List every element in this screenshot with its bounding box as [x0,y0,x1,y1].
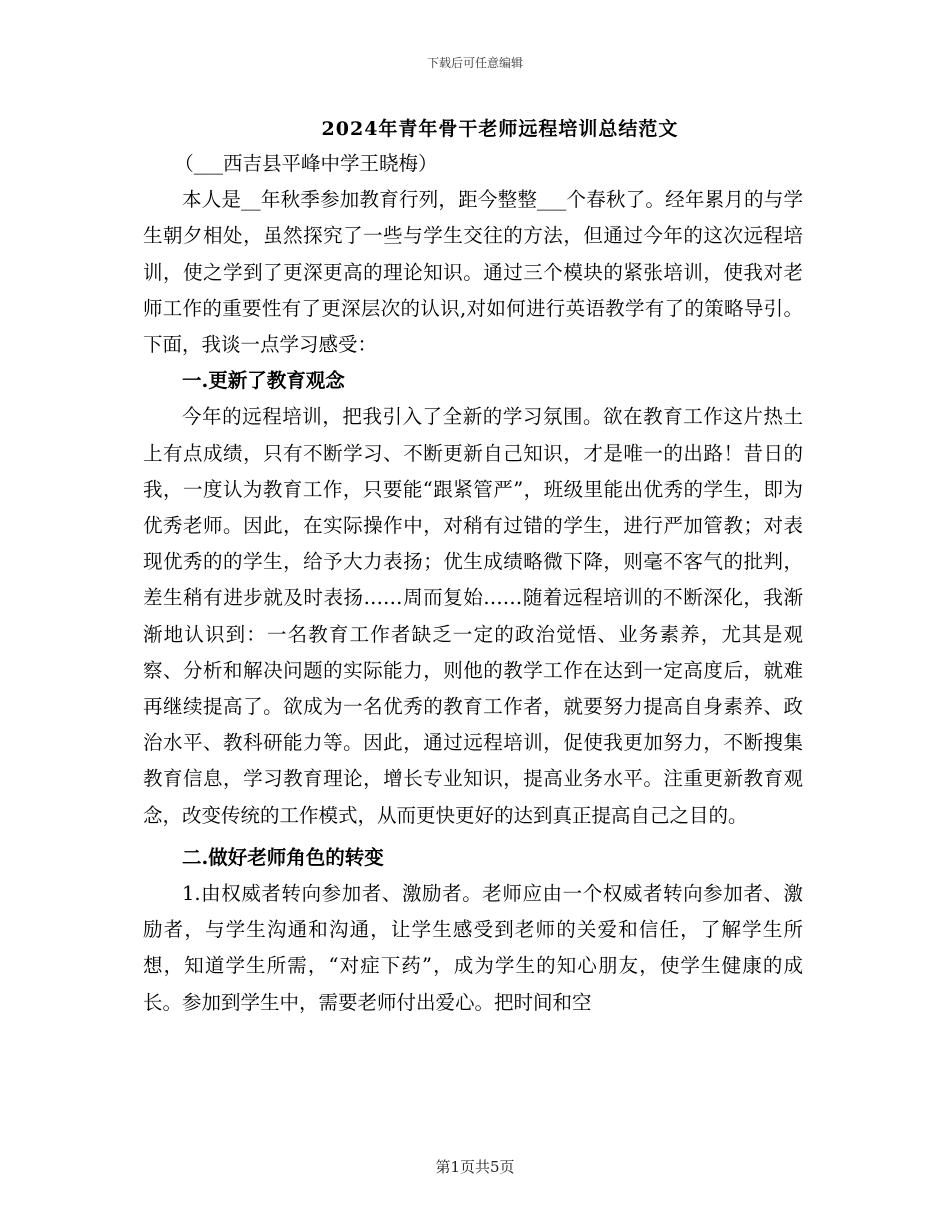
author-line: （___西吉县平峰中学王晓梅） [174,152,438,175]
section-1-heading: 一.更新了教育观念 [182,369,345,393]
intro-paragraph: 本人是__年秋季参加教育行列，距今整整___个春秋了。经年累月的与学生朝夕相处，虽然探究了一些与学生交往的方法，但通过今年的这次远程培训，使之学到了更深更高的理论知识。通过三个模块的紧张培训，使我对老师工作的重要性有了更深层次的认识,对如何进行英语教学有了的策略导引。下面，我谈一点学习感受： [143,188,803,357]
section-2-paragraph: 1.由权威者转向参加者、激励者。老师应由一个权威者转向参加者、激励者，与学生沟通和沟通，让学生感受到老师的关爱和信任，了解学生所想，知道学生所需，“对症下药”，成为学生的知心朋友，使学生健康的成长。参加到学生中，需要老师付出爱心。把时间和空 [143,882,803,1014]
section-2-heading: 二.做好老师角色的转变 [182,845,384,869]
header-note: 下载后可任意编辑 [426,56,523,70]
document-body [143,146,803,1021]
section-1-paragraph: 今年的远程培训，把我引入了全新的学习氛围。欲在教育工作这片热土上有点成绩，只有不断学习、不断更新自己知识，才是唯一的出路！昔日的我，一度认为教育工作，只要能“跟紧管严”，班级里能出优秀的学生，即为优秀老师。因此，在实际操作中，对稍有过错的学生，进行严加管教；对表现优秀的的学生，给予大力表扬；优生成绩略微下降，则毫不客气的批判，差生稍有进步就及时表扬……周而复始……随着远程培训的不断深化，我渐渐地认识到：一名教育工作者缺乏一定的政治觉悟、业务素养，尤其是观察、分析和解决问题的实际能力，则他的教学工作在达到一定高度后，就难再继续提高了。欲成为一名优秀的教育工作者，就要努力提高自身素养、政治水平、教科研能力等。因此，通过远程培训，促使我更加努力，不断搜集教育信息，学习教育理论，增长专业知识，提高业务水平。注重更新教育观念，改变传统的工作模式，从而更快更好的达到真正提高自己之目的。 [143,405,803,827]
page-number: 第1页共5页 [435,1158,515,1176]
document-title: 2024年青年骨干老师远程培训总结范文 [321,118,679,140]
